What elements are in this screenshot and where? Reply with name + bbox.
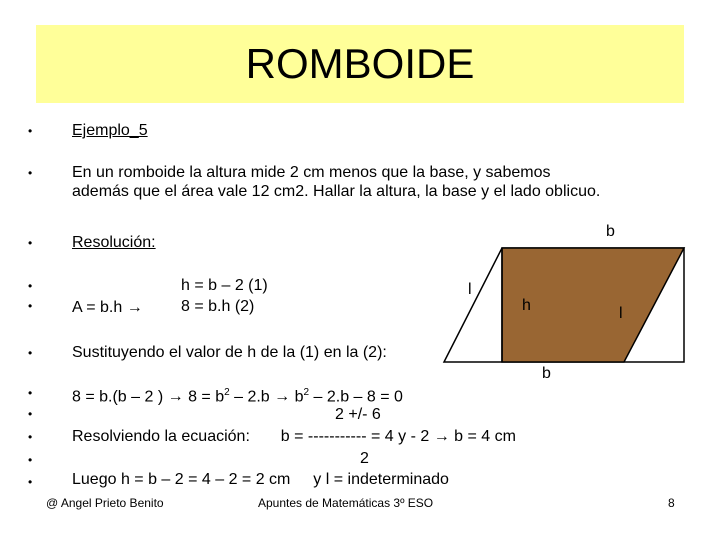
bullet: • — [28, 166, 33, 180]
label-l-right: l — [619, 305, 623, 322]
arrow-icon: → — [274, 388, 291, 406]
footer-course: Apuntes de Matemáticas 3º ESO — [258, 496, 434, 510]
expansion-c-base: b — [294, 388, 304, 406]
conclusion-l: y l = indeterminado — [313, 471, 449, 488]
label-h: h — [522, 297, 531, 314]
conclusion-h: Luego h = b – 2 = 4 – 2 = 2 cm — [72, 471, 291, 488]
equation-2: 8 = b.h (2) — [181, 298, 255, 315]
b-result: b = 4 cm — [454, 428, 516, 445]
bullet: • — [28, 407, 33, 421]
label-b-bottom: b — [542, 365, 551, 382]
equation-1: h = b – 2 (1) — [181, 277, 268, 294]
arrow-icon: → — [433, 428, 450, 445]
bullet: • — [28, 430, 33, 444]
resolution-heading: Resolución: — [72, 234, 156, 251]
substitution-line: Sustituyendo el valor de h de la (1) en la (2): — [72, 344, 387, 361]
bullet: • — [28, 453, 33, 467]
bullet: • — [28, 386, 33, 400]
superscript: 2 — [224, 387, 230, 398]
page-number: 8 — [668, 496, 675, 510]
b-values: b = ----------- = 4 y - 2 — [280, 428, 430, 445]
slide-title: ROMBOIDE — [245, 40, 475, 87]
bullet: • — [28, 124, 33, 138]
area-lhs: A = b.h — [72, 299, 123, 316]
expansion-a: 8 = b.(b – 2 ) — [72, 388, 164, 406]
problem-line-2: además que el área vale 12 cm2. Hallar la altura, la base y el lado oblicuo. — [72, 183, 601, 200]
expansion-b-rest: – 2.b — [229, 388, 270, 406]
bullet: • — [28, 236, 33, 250]
expansion-c-rest: – 2.b – 8 = 0 — [309, 388, 403, 406]
quadratic-numerator: 2 +/- 6 — [335, 406, 381, 423]
problem-line-1: En un romboide la altura mide 2 cm menos que la base, y sabemos — [72, 164, 551, 181]
label-b-top: b — [606, 223, 615, 240]
bullet: • — [28, 279, 33, 293]
arrow-icon: → — [167, 388, 184, 406]
quadratic-denominator: 2 — [360, 450, 369, 467]
example-heading: Ejemplo_5 — [72, 122, 148, 139]
bullet: • — [28, 475, 33, 489]
bullet: • — [28, 346, 33, 360]
superscript: 2 — [303, 387, 310, 398]
footer-author: @ Angel Prieto Benito — [46, 496, 164, 510]
label-l-left: l — [468, 281, 472, 298]
bullet: • — [28, 299, 33, 313]
arrow-icon: → — [126, 299, 143, 316]
solving-label: Resolviendo la ecuación: — [72, 428, 250, 445]
expansion-b-base: 8 = b — [188, 388, 225, 406]
